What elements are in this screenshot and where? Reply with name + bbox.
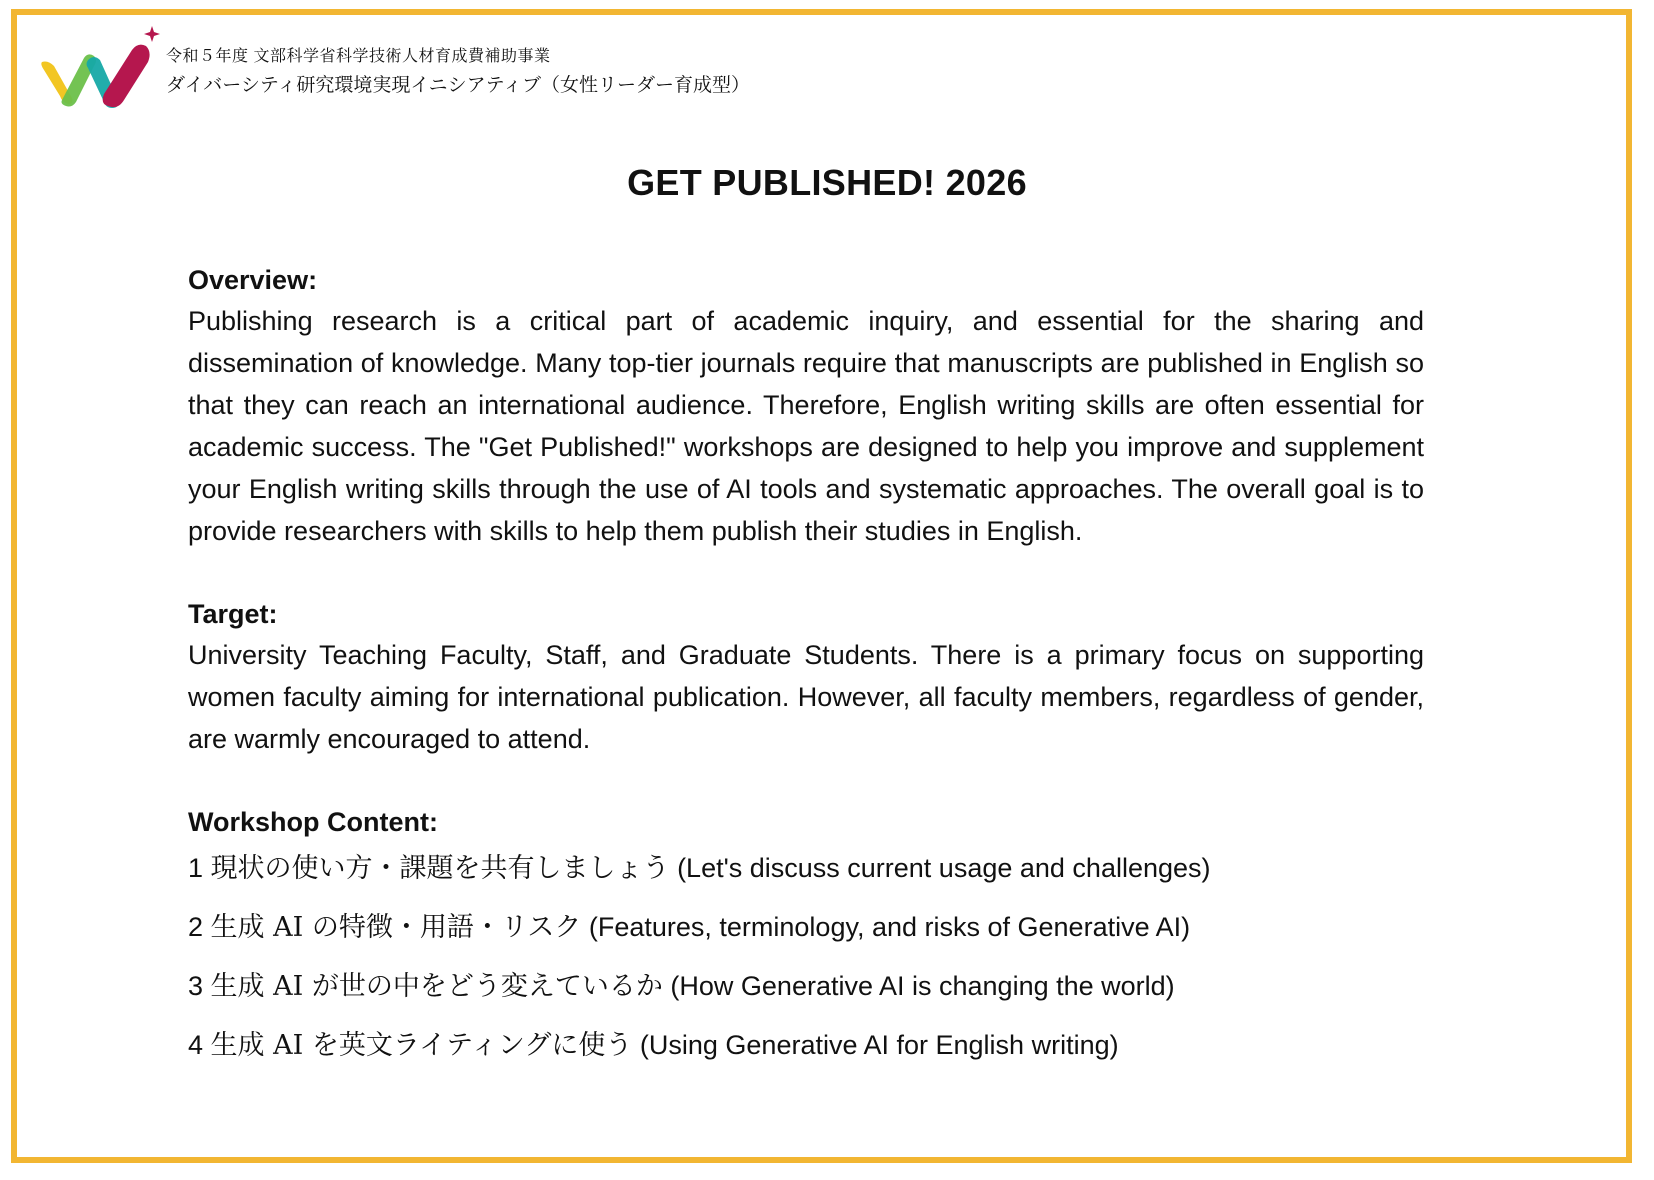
page-title: GET PUBLISHED! 2026 <box>627 162 1027 203</box>
workshop-list <box>188 848 1424 1066</box>
workshop-item-english: (Let's discuss current usage and challenges) <box>677 853 1211 883</box>
workshop-item-english: (How Generative AI is changing the world) <box>670 971 1175 1001</box>
workshop-item-japanese: 生成 AI を英文ライティングに使う <box>210 1030 633 1061</box>
workshop-heading: Workshop Content: <box>188 807 438 837</box>
program-line: 令和５年度 文部科学省科学技術人材育成費補助事業 <box>166 48 551 65</box>
target-heading: Target: <box>188 599 278 629</box>
workshop-item-english: (Using Generative AI for English writing) <box>639 1030 1119 1060</box>
w-logo <box>32 20 162 120</box>
main-content <box>188 260 1424 1066</box>
workshop-item-japanese: 生成 AI の特徴・用語・リスク <box>210 912 582 943</box>
initiative-line: ダイバーシティ研究環境実現イニシアティブ（女性リーダー育成型） <box>166 75 751 96</box>
workshop-item <box>188 966 1424 1007</box>
workshop-item-number: 1 <box>188 853 204 883</box>
workshop-item-number: 4 <box>188 1030 204 1060</box>
header-text <box>166 46 750 101</box>
workshop-item-number: 2 <box>188 912 204 942</box>
logo-magenta-stroke <box>103 45 150 107</box>
overview-heading: Overview: <box>188 265 318 295</box>
workshop-item-number: 3 <box>188 971 204 1001</box>
workshop-item-japanese: 現状の使い方・課題を共有しましょう <box>210 853 670 884</box>
workshop-section <box>188 802 1424 1066</box>
target-body: University Teaching Faculty, Staff, and Graduate Students. There is a primary focus on supporting women faculty aiming for international publication. However, all faculty members, regardless of gender, are warmly encouraged to attend. <box>188 640 1424 754</box>
workshop-item <box>188 848 1424 889</box>
logo-sparkle <box>144 26 160 42</box>
workshop-item <box>188 1025 1424 1066</box>
workshop-item <box>188 907 1424 948</box>
workshop-item-english: (Features, terminology, and risks of Generative AI) <box>588 912 1191 942</box>
workshop-item-japanese: 生成 AI が世の中をどう変えているか <box>210 971 663 1002</box>
target-section <box>188 594 1424 760</box>
overview-section <box>188 260 1424 552</box>
overview-body: Publishing research is a critical part of academic inquiry, and essential for the sharing and dissemination of knowledge. Many top-tier journals require that manuscripts are published in English so that they can reach an international audience. Therefore, English writing skills are often essential for academic success. The "Get Published!" workshops are designed to help you improve and supplement your English writing skills through the use of AI tools and systematic approaches. The overall goal is to provide researchers with skills to help them publish their studies in English. <box>188 306 1424 546</box>
